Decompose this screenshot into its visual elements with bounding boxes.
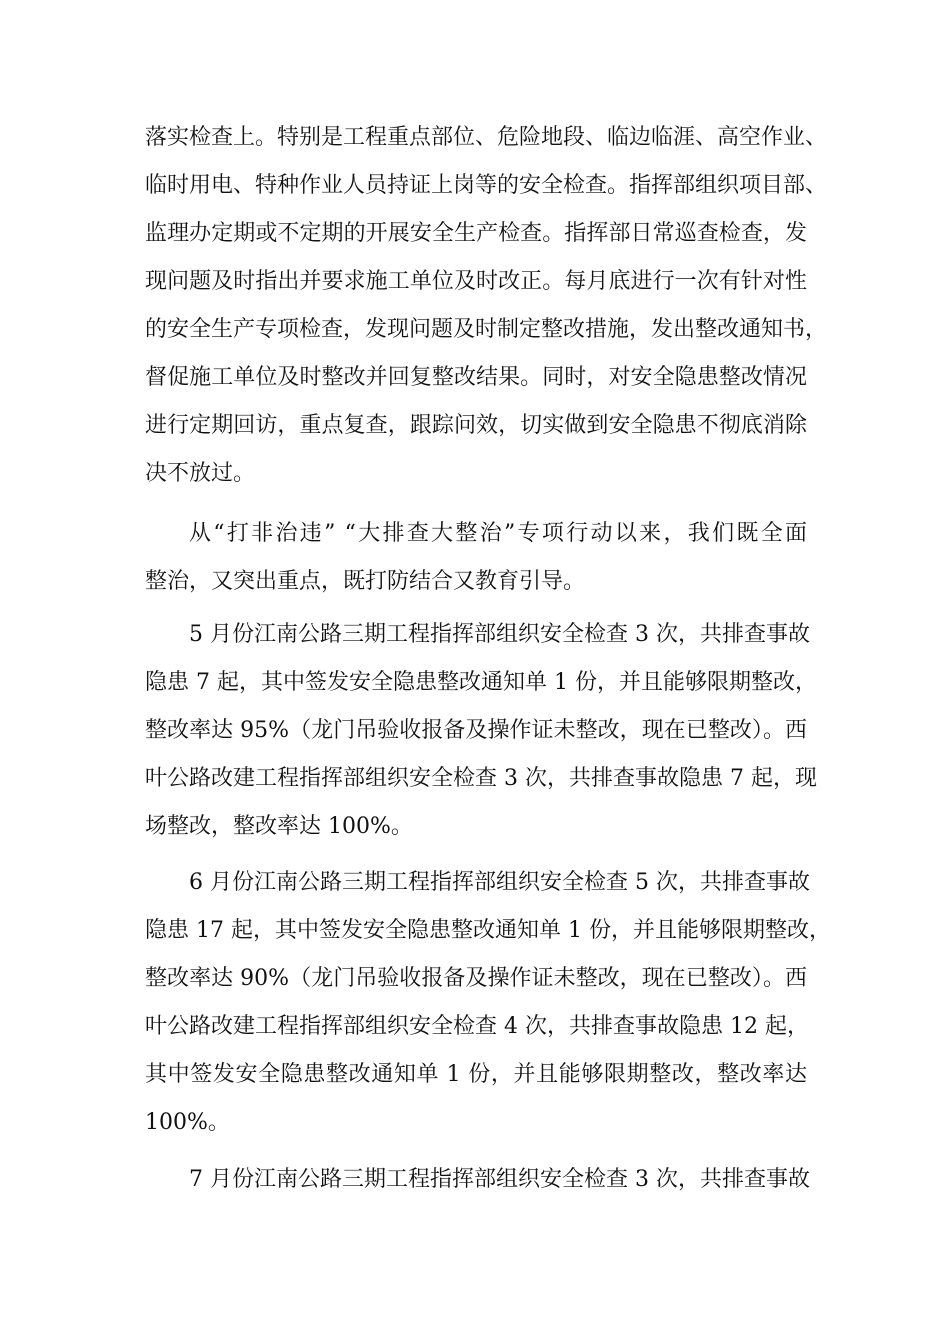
text-line: 从“打非治违” “大排查大整治”专项行动以来，我们既全面 <box>189 521 807 546</box>
text-line: 决不放过。 <box>145 461 256 486</box>
text-line: 整改率达 95%（龙门吊验收报备及操作证未整改，现在已整改）。西 <box>145 718 807 743</box>
text-line: 5 月份江南公路三期工程指挥部组织安全检查 3 次，共排查事故 <box>189 622 810 647</box>
text-line: 100%。 <box>145 1110 230 1135</box>
text-line: 叶公路改建工程指挥部组织安全检查 4 次，共排查事故隐患 12 起， <box>145 1014 809 1039</box>
text-line: 落实检查上。特别是工程重点部位、危险地段、临边临涯、高空作业、 <box>145 125 828 150</box>
text-line: 整改率达 90%（龙门吊验收报备及操作证未整改，现在已整改）。西 <box>145 966 807 991</box>
text-line: 其中签发安全隐患整改通知单 1 份，并且能够限期整改，整改率达 <box>145 1062 807 1087</box>
text-line: 监理办定期或不定期的开展安全生产检查。指挥部日常巡查检查，发 <box>145 221 807 246</box>
text-line: 督促施工单位及时整改并回复整改结果。同时，对安全隐患整改情况 <box>145 365 807 390</box>
text-line: 叶公路改建工程指挥部组织安全检查 3 次，共排查事故隐患 7 起，现 <box>145 766 817 791</box>
text-line: 的安全生产专项检查，发现问题及时制定整改措施，发出整改通知书， <box>145 317 828 342</box>
text-line: 场整改，整改率达 100%。 <box>145 814 413 839</box>
text-line: 现问题及时指出并要求施工单位及时改正。每月底进行一次有针对性 <box>145 269 807 294</box>
text-line: 整治，又突出重点，既打防结合又教育引导。 <box>145 569 586 594</box>
text-line: 隐患 17 起，其中签发安全隐患整改通知单 1 份，并且能够限期整改， <box>145 918 831 943</box>
text-line: 隐患 7 起，其中签发安全隐患整改通知单 1 份，并且能够限期整改， <box>145 670 817 695</box>
text-line: 进行定期回访，重点复查，跟踪问效，切实做到安全隐患不彻底消除 <box>145 413 807 438</box>
text-line: 临时用电、特种作业人员持证上岗等的安全检查。指挥部组织项目部、 <box>145 173 828 198</box>
text-line: 7 月份江南公路三期工程指挥部组织安全检查 3 次，共排查事故 <box>189 1167 810 1192</box>
text-line: 6 月份江南公路三期工程指挥部组织安全检查 5 次，共排查事故 <box>189 870 810 895</box>
